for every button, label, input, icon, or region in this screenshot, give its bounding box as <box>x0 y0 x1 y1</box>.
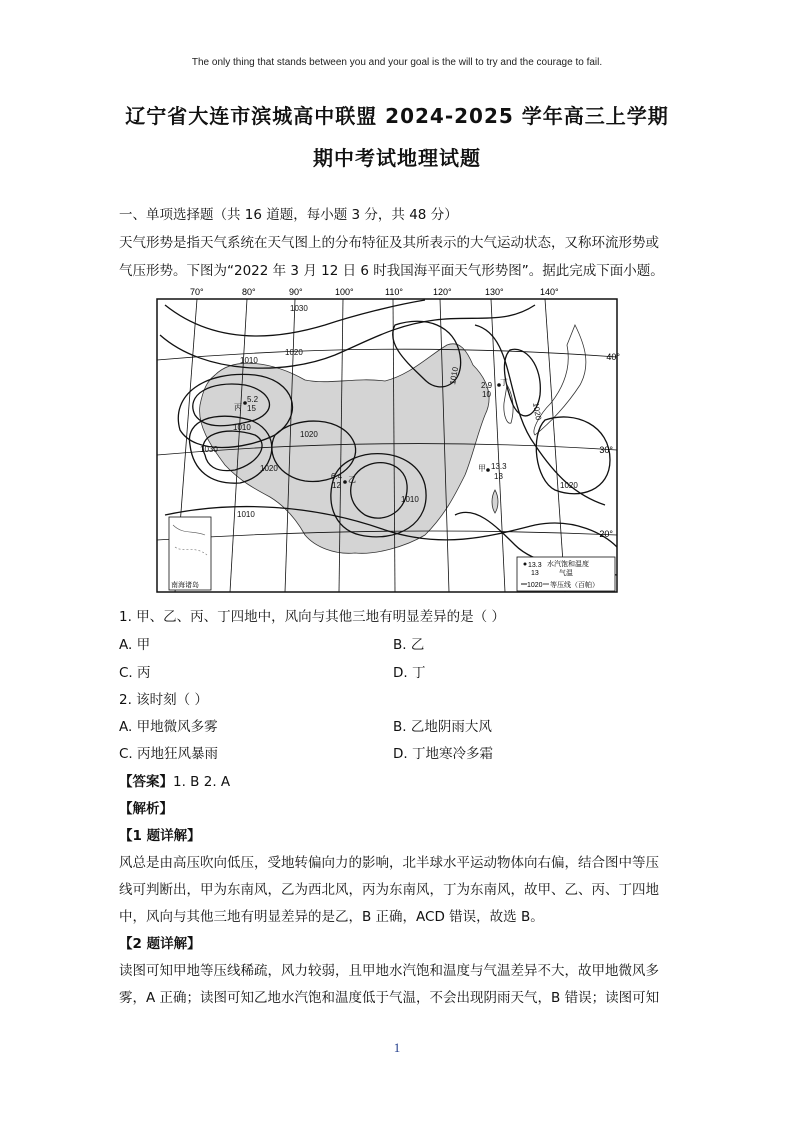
q2-option-c: C. 丙地狂风暴雨 <box>119 746 219 762</box>
station-dew: 13.3 <box>491 462 507 471</box>
answer-label: 【答案】 <box>119 774 173 790</box>
answer-text: 1. B 2. A <box>173 774 231 790</box>
weather-map <box>155 285 620 595</box>
station-temp: 15 <box>247 404 256 413</box>
station-name: 丙 <box>234 403 242 412</box>
isobar-label: 1030 <box>290 304 308 313</box>
station-dew: 5.2 <box>247 395 259 404</box>
q1-detail-line-3: 中，风向与其他三地有明显差异的是乙，B 正确，ACD 错误，故选 B。 <box>119 909 544 925</box>
south-china-sea-inset <box>169 517 211 590</box>
lon-label: 90° <box>289 287 303 297</box>
lon-label: 130° <box>485 287 504 297</box>
lon-label: 100° <box>335 287 354 297</box>
station-temp: 13 <box>494 472 503 481</box>
station-dew: 6.4 <box>331 472 343 481</box>
header-quote: The only thing that stands between you and your goal is the will to try and the courage to fail. <box>191 57 603 68</box>
answer-row <box>119 770 230 790</box>
station-temp: 12 <box>332 481 341 490</box>
q1-detail-line-1: 风总是由高压吹向低压，受地转偏向力的影响，北半球水平运动物体向右偏，结合图中等压 <box>119 855 659 871</box>
q1-option-b: B. 乙 <box>393 637 425 653</box>
isobar-label: 1020 <box>560 481 578 490</box>
legend-sample-temp: 13 <box>531 570 539 577</box>
lon-label: 120° <box>433 287 452 297</box>
q1-detail-label: 【1 题详解】 <box>119 828 201 844</box>
lat-label: 40° <box>606 352 620 362</box>
inset-label: 南海诸岛 <box>171 582 199 589</box>
question-1-stem: 1. 甲、乙、丙、丁四地中，风向与其他三地有明显差异的是（ ） <box>119 609 505 625</box>
q2-detail-line-2: 雾，A 正确；读图可知乙地水汽饱和温度低于气温，不会出现阴雨天气，B 错误；读图可知 <box>119 990 660 1006</box>
station-name: 甲 <box>478 464 486 473</box>
isobar-label: 1010 <box>448 366 461 386</box>
lon-label: 110° <box>385 287 403 297</box>
legend-isobar-sample: 1020 <box>527 582 543 589</box>
lon-label: 70° <box>190 287 204 297</box>
lat-label: 30° <box>599 445 613 455</box>
isobar-label: 1020 <box>260 464 278 473</box>
exam-title-line1: 辽宁省大连市滨城高中联盟 2024-2025 学年高三上学期 <box>125 104 669 128</box>
q2-detail-line-1: 读图可知甲地等压线稀疏，风力较弱，且甲地水汽饱和温度与气温差异不大，故甲地微风多 <box>119 963 659 979</box>
q1-detail-line-2: 线可判断出，甲为东南风，乙为西北风，丙为东南风，丁为东南风，故甲、乙、丙、丁四地 <box>119 882 659 898</box>
station-name: 丁 <box>500 378 508 387</box>
question-2-stem: 2. 该时刻（ ） <box>119 692 208 708</box>
isobar-label: 1010 <box>233 423 251 432</box>
legend-sample-dew: 13.3 <box>528 562 542 569</box>
isobar-label: 1020 <box>285 348 303 357</box>
legend-temp-label: 气温 <box>559 570 573 577</box>
q2-detail-label: 【2 题详解】 <box>119 936 201 952</box>
q2-option-b: B. 乙地阴雨大风 <box>393 719 492 735</box>
exam-title-line2: 期中考试地理试题 <box>313 146 481 170</box>
isobar-label: 1010 <box>240 356 258 365</box>
analysis-label: 【解析】 <box>119 801 173 817</box>
station-name: 乙 <box>348 475 356 484</box>
q1-option-a: A. 甲 <box>119 637 151 653</box>
legend-isobar-label: 等压线（百帕） <box>550 582 599 589</box>
isobar-label: 1020 <box>531 401 543 421</box>
q2-option-a: A. 甲地微风多雾 <box>119 719 218 735</box>
isobar-label: 1010 <box>401 495 419 504</box>
lon-label: 140° <box>540 287 559 297</box>
section-heading: 一、单项选择题（共 16 道题，每小题 3 分，共 48 分） <box>119 207 458 223</box>
legend-dew-label: 水汽饱和温度 <box>547 561 589 568</box>
station-dot <box>343 480 347 484</box>
weather-map-svg <box>155 285 620 595</box>
station-dot <box>486 468 490 472</box>
station-temp: 10 <box>482 390 491 399</box>
intro-line-2: 气压形势。下图为“2022 年 3 月 12 日 6 时我国海平面天气形势图”。据此完成下面小题。 <box>119 263 664 279</box>
intro-line-1: 天气形势是指天气系统在天气图上的分布特征及其所表示的大气运动状态，又称环流形势或 <box>119 235 659 251</box>
lon-label: 80° <box>242 287 256 297</box>
map-legend <box>517 557 615 591</box>
q1-option-d: D. 丁 <box>393 665 426 681</box>
page-number: 1 <box>393 1040 401 1055</box>
isobar-label: 1010 <box>237 510 255 519</box>
isobar-label: 1020 <box>300 430 318 439</box>
lat-label: 20° <box>599 529 613 539</box>
isobar-label: 1030 <box>200 445 218 454</box>
q1-option-c: C. 丙 <box>119 665 151 681</box>
station-dew: 2.9 <box>481 381 493 390</box>
q2-option-d: D. 丁地寒冷多霜 <box>393 746 493 762</box>
